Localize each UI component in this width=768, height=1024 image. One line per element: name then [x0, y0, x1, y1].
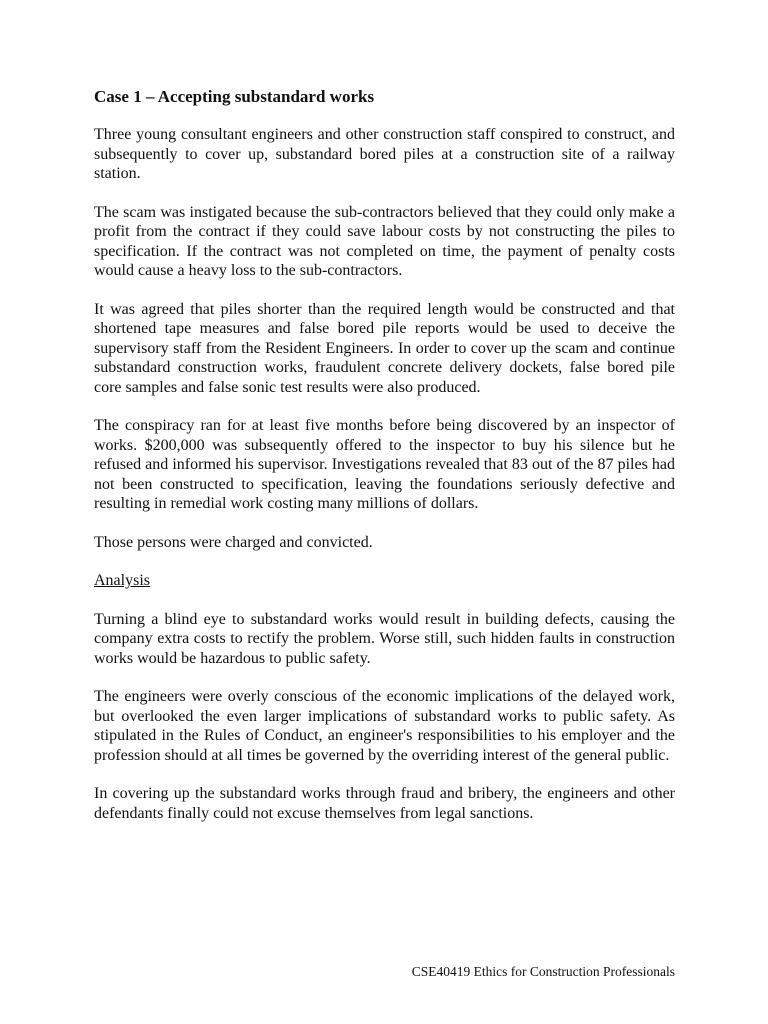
paragraph-conspiracy: The conspiracy ran for at least five months before being discovered by an inspector of works. $200,000 was subsequently offered to the inspector to buy his silence but he refused and informed his supervisor. Investigations revealed that 83 out of the 87 piles had not been constructed to specification, leaving the foundations seriously defective and resulting in remedial work costing many millions of dollars. [94, 417, 675, 512]
paragraph-intro: Three young consultant engineers and other construction staff conspired to construct, and subsequently to cover up, substandard bored piles at a construction site of a railway station. [94, 126, 675, 182]
analysis-paragraph-legal-sanctions: In covering up the substandard works through fraud and bribery, the engineers and other defendants finally could not excuse themselves from legal sanctions. [94, 785, 675, 822]
paragraph-cover-up: It was agreed that piles shorter than the required length would be constructed and that shortened tape measures and false bored pile reports would be used to deceive the supervisory staff from the Resident Engineers. In order to cover up the scam and continue substandard construction works, fraudulent concrete delivery dockets, false bored pile core samples and false sonic test results were also produced. [94, 300, 675, 396]
document-page [94, 86, 675, 842]
paragraph-conviction: Those persons were charged and convicted. [94, 533, 373, 551]
paragraph-scam-cause: The scam was instigated because the sub-contractors believed that they could only make a profit from the contract if they could save labour costs by not constructing the piles to specification. If the contract was not completed on time, the payment of penalty costs would cause a heavy loss to the sub-contractors. [94, 203, 675, 279]
analysis-paragraph-public-safety: The engineers were overly conscious of the economic implications of the delayed work, but overlooked the even larger implications of substandard works to public safety. As stipulated in the Rules of Conduct, an engineer's responsibilities to his employer and the profession should at all times be governed by the overriding interest of the general public. [94, 688, 675, 764]
page-footer: CSE40419 Ethics for Construction Professionals [411, 964, 675, 979]
analysis-paragraph-blind-eye: Turning a blind eye to substandard works would result in building defects, causing the company extra costs to rectify the problem. Worse still, such hidden faults in construction works would be hazardous to public safety. [94, 610, 675, 667]
case-title: Case 1 – Accepting substandard works [94, 87, 375, 106]
analysis-heading: Analysis [94, 572, 150, 589]
